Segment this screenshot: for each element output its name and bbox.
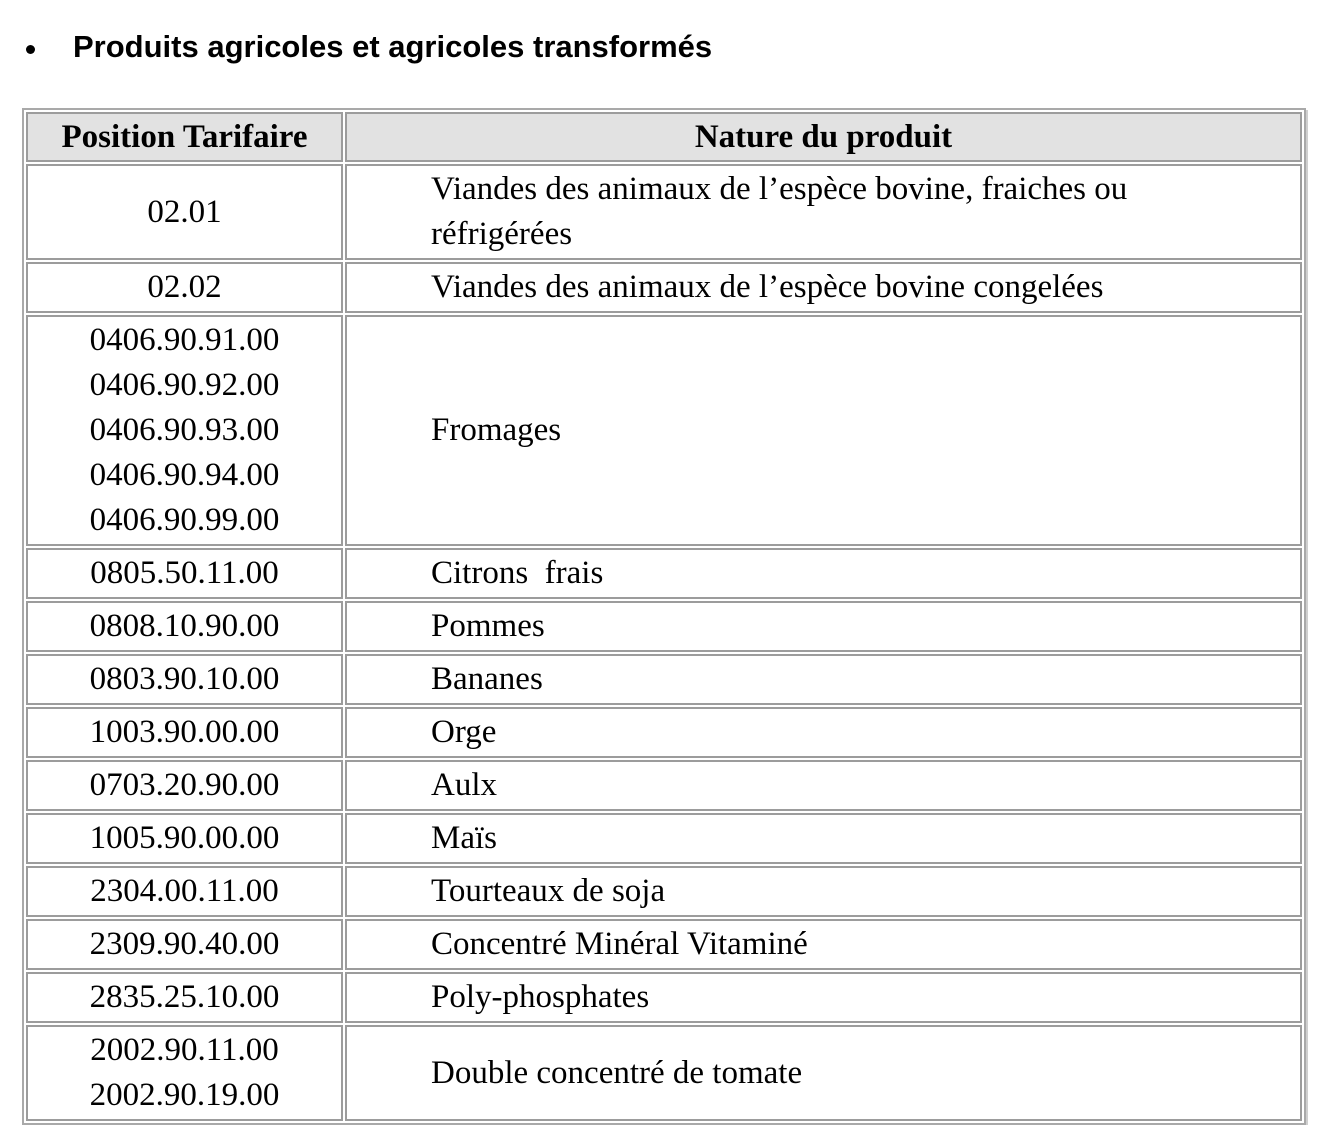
product-nature-cell: Bananes [345,654,1302,705]
table-row [26,262,1302,313]
tariff-position-cell [26,548,343,599]
product-nature-cell: Poly-phosphates [345,972,1302,1023]
table-row [26,164,1302,260]
product-nature-cell: Pommes [345,601,1302,652]
tariff-position-cell [26,919,343,970]
tariff-position-cell [26,813,343,864]
product-nature-cell: Citrons frais [345,548,1302,599]
tariff-code: 2304.00.11.00 [90,873,279,909]
tariff-code: 0406.90.99.00 [89,502,280,538]
product-nature-cell: Concentré Minéral Vitaminé [345,919,1302,970]
tariff-code: 0805.50.11.00 [90,555,279,591]
tariff-position-cell [26,654,343,705]
table-row [26,919,1302,970]
tariff-position-cell [26,1025,343,1121]
product-nature-cell: Viandes des animaux de l’espèce bovine, fraiches ou réfrigérées [345,164,1302,260]
tariff-code: 0703.20.90.00 [89,767,280,803]
table-row [26,1025,1302,1121]
tariff-code: 2002.90.19.00 [89,1077,280,1113]
tariff-position-cell [26,601,343,652]
tariff-code: 0803.90.10.00 [89,661,280,697]
product-nature-cell: Double concentré de tomate [345,1025,1302,1121]
tariff-position-cell [26,707,343,758]
tariff-position-cell [26,760,343,811]
table-row [26,813,1302,864]
tariff-code: 0406.90.92.00 [89,367,280,403]
tariff-table [22,108,1306,1125]
tariff-code: 0406.90.94.00 [89,457,280,493]
tariff-position-cell [26,972,343,1023]
table-row [26,601,1302,652]
section-title: Produits agricoles et agricoles transformés [73,29,713,64]
column-header-position: Position Tarifaire [26,112,343,162]
table-row [26,315,1302,546]
tariff-position-cell [26,262,343,313]
tariff-position-cell [26,164,343,260]
tariff-position-cell [26,315,343,546]
product-nature-cell: Maïs [345,813,1302,864]
tariff-code: 2309.90.40.00 [89,926,280,962]
tariff-code: 2835.25.10.00 [89,979,280,1015]
product-nature-cell: Tourteaux de soja [345,866,1302,917]
tariff-code: 02.01 [147,193,222,230]
product-nature-cell: Aulx [345,760,1302,811]
table-row [26,972,1302,1023]
column-header-nature: Nature du produit [345,112,1302,162]
tariff-code: 1005.90.00.00 [89,820,280,856]
bullet-icon [26,45,35,54]
product-nature-cell: Fromages [345,315,1302,546]
table-header-row [26,112,1302,162]
tariff-code: 2002.90.11.00 [90,1032,279,1068]
tariff-code: 0406.90.93.00 [89,412,280,448]
tariff-position-cell [26,866,343,917]
table-row [26,760,1302,811]
tariff-code: 0406.90.91.00 [89,322,280,358]
tariff-code: 02.02 [147,269,222,305]
table-body [26,164,1302,1121]
tariff-code: 1003.90.00.00 [89,714,280,750]
table-row [26,707,1302,758]
table-row [26,548,1302,599]
product-nature-cell: Orge [345,707,1302,758]
section-heading [26,22,712,72]
tariff-code: 0808.10.90.00 [89,608,280,644]
product-nature-cell: Viandes des animaux de l’espèce bovine congelées [345,262,1302,313]
table-row [26,866,1302,917]
table-row [26,654,1302,705]
